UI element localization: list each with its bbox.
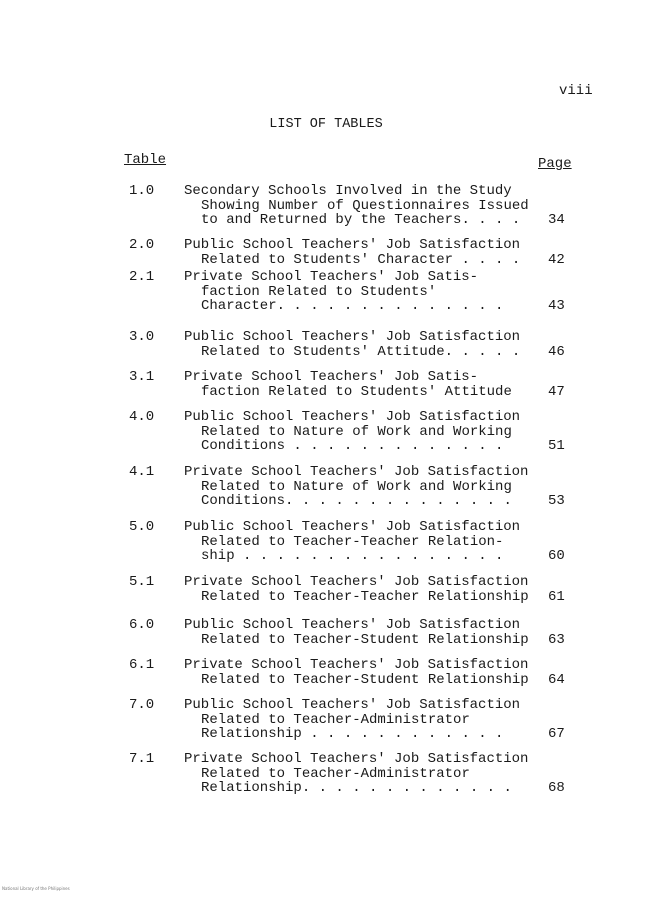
page-reference: 64: [548, 671, 565, 688]
table-title-line: Related to Nature of Work and Working: [201, 423, 512, 440]
page-reference: 60: [548, 548, 565, 565]
table-title-line: Related to Teacher-Administrator: [201, 711, 470, 728]
page-reference: 68: [548, 780, 565, 797]
table-title-line: Public School Teachers' Job Satisfaction: [184, 237, 521, 253]
page-reference: 51: [548, 438, 565, 455]
table-title-line: Public School Teachers' Job Satisfaction: [184, 329, 521, 345]
table-number: 5.0: [129, 519, 155, 535]
page-reference: 47: [548, 383, 565, 400]
page-reference: 43: [548, 298, 565, 315]
page-reference: 63: [548, 631, 565, 648]
table-number: 6.0: [129, 617, 155, 633]
table-title-line: Showing Number of Questionnaires Issued: [201, 197, 529, 214]
table-number: 7.0: [129, 697, 155, 713]
table-title-line: Public School Teachers' Job Satisfaction: [184, 519, 521, 535]
table-title-line: Conditions. . . . . . . . . . . . . .: [201, 493, 512, 510]
table-title-line: Related to Students' Character . . . .: [201, 251, 521, 268]
table-title-line: Related to Nature of Work and Working: [201, 478, 512, 495]
table-number: 4.1: [129, 464, 155, 480]
page-reference: 42: [548, 251, 565, 268]
page-reference: 53: [548, 493, 565, 510]
table-title-line: Relationship . . . . . . . . . . . .: [201, 726, 504, 743]
page-reference: 34: [548, 212, 565, 229]
table-title-line: Related to Teacher-Teacher Relation-: [201, 533, 504, 550]
table-title-line: Secondary Schools Involved in the Study: [184, 183, 512, 199]
table-title-line: Related to Teacher-Administrator: [201, 765, 470, 782]
table-title-line: ship . . . . . . . . . . . . . . . .: [201, 548, 504, 565]
table-title-line: Private School Teachers' Job Satisfaction: [184, 751, 529, 767]
table-title-line: Relationship. . . . . . . . . . . . .: [201, 780, 512, 797]
table-number: 2.1: [129, 269, 155, 285]
table-title-line: Private School Teachers' Job Satisfaction: [184, 657, 529, 673]
table-title: [184, 658, 529, 687]
table-title-line: Public School Teachers' Job Satisfaction: [184, 697, 521, 713]
table-column-header: Table: [124, 152, 167, 168]
table-title-line: faction Related to Students': [201, 283, 437, 300]
table-title-line: Character. . . . . . . . . . . . . .: [201, 298, 504, 315]
table-title-line: Related to Teacher-Student Relationship: [201, 671, 529, 688]
table-number: 5.1: [129, 574, 155, 590]
table-number: 7.1: [129, 751, 155, 767]
table-title-line: Private School Teachers' Job Satis-: [184, 369, 479, 385]
table-title-line: to and Returned by the Teachers. . . .: [201, 212, 521, 229]
table-title: [184, 698, 520, 742]
table-number: 3.0: [129, 329, 155, 345]
table-title: [184, 618, 529, 647]
page-reference: 67: [548, 726, 565, 743]
table-title-line: Private School Teachers' Job Satisfaction: [184, 464, 529, 480]
table-number: 3.1: [129, 369, 155, 385]
page-number: viii: [559, 83, 593, 99]
table-title-line: Private School Teachers' Job Satisfaction: [184, 574, 529, 590]
table-title: [184, 184, 529, 228]
table-title-line: Related to Teacher-Teacher Relationship: [201, 588, 529, 605]
table-title: [184, 752, 528, 796]
table-number: 2.0: [129, 237, 155, 253]
page-reference: 61: [548, 588, 565, 605]
table-title-line: Conditions . . . . . . . . . . . . .: [201, 438, 504, 455]
table-title: [184, 575, 529, 604]
table-title-line: Related to Students' Attitude. . . . .: [201, 343, 521, 360]
table-title-line: faction Related to Students' Attitude: [201, 383, 512, 400]
page-title: LIST OF TABLES: [269, 117, 383, 132]
table-title: [184, 520, 520, 564]
table-title-line: Public School Teachers' Job Satisfaction: [184, 617, 521, 633]
table-title-line: Related to Teacher-Student Relationship: [201, 631, 529, 648]
table-title-line: Private School Teachers' Job Satis-: [184, 269, 479, 285]
table-title-line: Public School Teachers' Job Satisfaction: [184, 409, 521, 425]
table-title: [184, 465, 528, 509]
table-title: [184, 270, 503, 314]
table-title: [184, 370, 512, 399]
table-title: [184, 410, 520, 454]
footer-note: National Library of the Philippines: [2, 886, 70, 891]
table-number: 4.0: [129, 409, 155, 425]
table-number: 6.1: [129, 657, 155, 673]
table-number: 1.0: [129, 183, 155, 199]
page-column-header: Page: [538, 156, 572, 172]
table-title: [184, 238, 520, 267]
page-reference: 46: [548, 343, 565, 360]
table-title: [184, 330, 520, 359]
